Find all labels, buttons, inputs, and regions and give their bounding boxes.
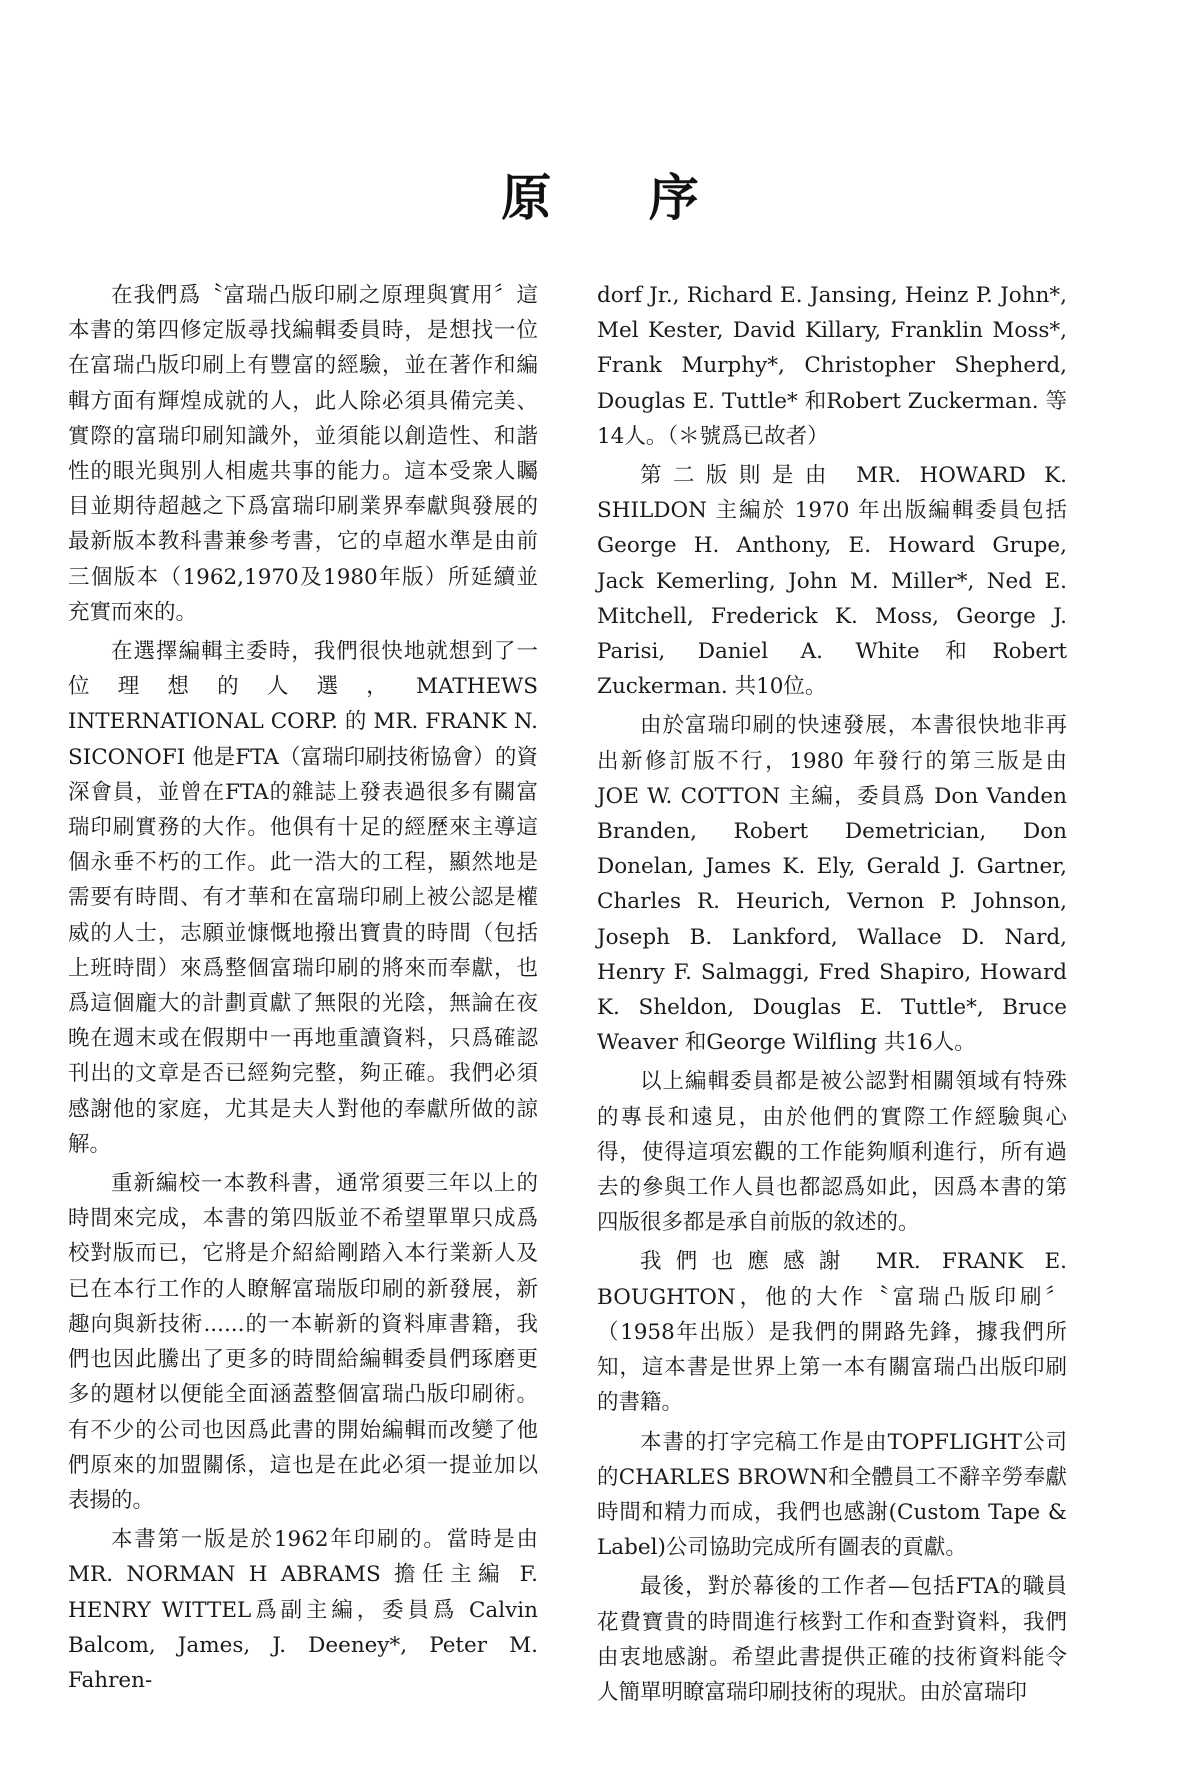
paragraph: 本書第一版是於1962年印刷的。當時是由MR. NORMAN H ABRAMS 擔任主編 F. HENRY WITTEL爲副主編，委員爲 Calvin Balcom, James, J. Deeney*, Peter M. Fahren- <box>68 1527 538 1693</box>
page-title: 原 序 <box>501 168 739 227</box>
paragraph: 第二版則是由 MR. HOWARD K. SHILDON 主編於 1970 年出版編輯委員包括 George H. Anthony, E. Howard Grupe, Jack Kemerling, John M. Miller*, Ned E. Mitchell, Frederick K. Moss, George J. Parisi, Daniel A. White和Robert Zuckerman. 共10位。 <box>597 463 1067 700</box>
paragraph: 由於富瑞印刷的快速發展，本書很快地非再出新修訂版不行，1980 年發行的第三版是由 JOE W. COTTON 主編，委員爲 Don Vanden Branden, Robert Demetrician, Don Donelan, James K. Ely, Gerald J. Gartner, Charles R. Heurich, Vernon P. Johnson, Joseph B. Lankford, Wallace D. Nard, Henry F. Salmaggi, Fred Shapiro, Howard K. Sheldon, Douglas E. Tuttle*, Bruce Weaver 和George Wilfling 共16人。 <box>597 713 1067 1056</box>
paragraph: 在選擇編輯主委時，我們很快地就想到了一位理想的人選，MATHEWS INTERNATIONAL CORP. 的 MR. FRANK N. SICONOFI 他是FTA（富瑞印刷技術協會）的資深會員，並曾在FTA的雜誌上發表過很多有關富瑞印刷實務的大作。他俱有十足的經歷來主導這個永垂不朽的工作。此一浩大的工程，顯然地是需要有時間、有才華和在富瑞印刷上被公認是權威的人士，志願並慷慨地撥出寶貴的時間（包括上班時間）來爲整個富瑞印刷的將來而奉獻，也爲這個龐大的計劃貢獻了無限的光陰，無論在夜晚在週末或在假期中一再地重讀資料，只爲確認刊出的文章是否已經夠完整，夠正確。我們必須感謝他的家庭，尤其是夫人對他的奉獻所做的諒解。 <box>68 639 538 1157</box>
left-column <box>68 278 538 1702</box>
paragraph: 重新編校一本教科書，通常須要三年以上的時間來完成，本書的第四版並不希望單單只成爲校對版而已，它將是介紹給剛踏入本行業新人及已在本行工作的人瞭解富瑞版印刷的新發展，新趣向與新技術......的一本嶄新的資料庫書籍，我們也因此騰出了更多的時間給編輯委員們琢磨更多的題材以便能全面涵蓋整個富瑞凸版印刷術。有不少的公司也因爲此書的開始編輯而改變了他們原來的加盟關係，這也是在此必須一提並加以表揚的。 <box>68 1171 538 1513</box>
paragraph-continuation: dorf Jr., Richard E. Jansing, Heinz P. John*, Mel Kester, David Killary, Franklin Moss*, Frank Murphy*, Christopher Shepherd, Douglas E. Tuttle* 和Robert Zuckerman. 等14人。（＊號爲已故者） <box>597 283 1067 449</box>
paragraph: 最後，對於幕後的工作者—包括FTA的職員花費寶貴的時間進行核對工作和查對資料，我們由衷地感謝。希望此書提供正確的技術資料能令人簡單明瞭富瑞印刷技術的現狀。由於富瑞印 <box>597 1574 1067 1705</box>
paragraph: 在我們爲〝富瑞凸版印刷之原理與實用〞這本書的第四修定版尋找編輯委員時，是想找一位在富瑞凸版印刷上有豐富的經驗，並在著作和編輯方面有輝煌成就的人，此人除必須具備完美、實際的富瑞印刷知識外，並須能以創造性、和諧性的眼光與別人相處共事的能力。這本受衆人矚目並期待超越之下爲富瑞印刷業界奉獻與發展的最新版本教科書兼參考書，它的卓超水準是由前三個版本（1962,1970及1980年版）所延續並充實而來的。 <box>68 283 538 625</box>
right-column <box>597 278 1067 1714</box>
paragraph: 本書的打字完稿工作是由TOPFLIGHT公司的CHARLES BROWN和全體員工不辭辛勞奉獻時間和精力而成，我們也感謝(Custom Tape & Label)公司協助完成所有圖表的貢獻。 <box>597 1429 1067 1561</box>
paragraph: 我們也應感謝 MR. FRANK E. BOUGHTON，他的大作〝富瑞凸版印刷〞（1958年出版）是我們的開路先鋒，據我們所知，這本書是世界上第一本有關富瑞凸出版印刷的書籍。 <box>597 1249 1067 1416</box>
paragraph: 以上編輯委員都是被公認對相關領域有特殊的專長和遠見，由於他們的實際工作經驗與心得，使得這項宏觀的工作能夠順利進行，所有過去的參與工作人員也都認爲如此，因爲本書的第四版很多都是承自前版的敘述的。 <box>597 1069 1067 1236</box>
